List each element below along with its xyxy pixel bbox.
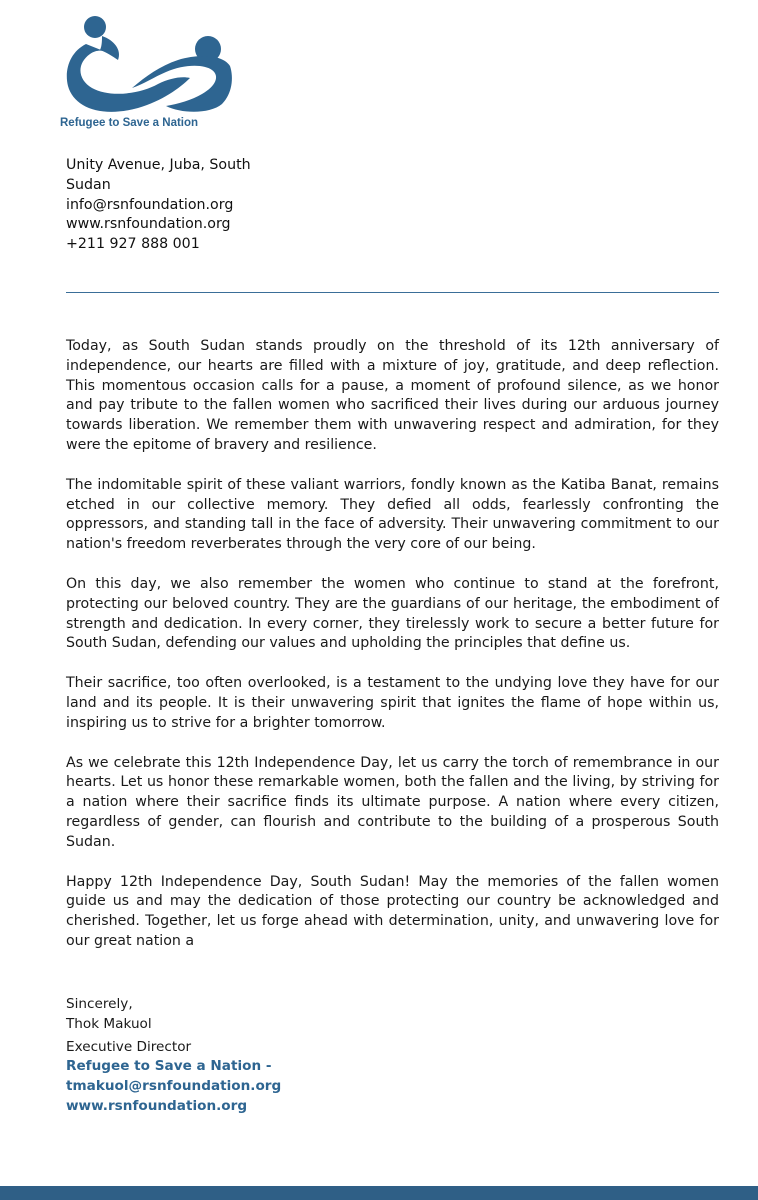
body-paragraph: Happy 12th Independence Day, South Sudan! May the memories of the fallen women guide us and may the dedication of those protecting our country be acknowledged and cherished. Together, let us forge ahead with determination, unity, and unwavering love for our great nation a: [66, 873, 719, 949]
footer-bar: [0, 1186, 758, 1200]
signer-name: Thok Makuol: [66, 1015, 152, 1032]
sender-address: [66, 156, 266, 255]
logo-mark-icon: [62, 14, 238, 116]
signer-email: tmakuol@rsnfoundation.org: [66, 1078, 282, 1095]
organization-logo: [58, 14, 238, 134]
address-line: Sudan: [66, 176, 111, 193]
signer-organization: Refugee to Save a Nation -: [66, 1058, 272, 1075]
header-divider: [66, 292, 719, 293]
address-phone: +211 927 888 001: [66, 236, 200, 253]
body-paragraph: On this day, we also remember the women who continue to stand at the forefront, protecting our beloved country. They are the guardians of our heritage, the embodiment of strength and dedication. In every corner, they tirelessly work to secure a better future for South Sudan, defending our values and upholding the principles that define us.: [66, 575, 719, 652]
body-paragraph: As we celebrate this 12th Independence Day, let us carry the torch of remembrance in our hearts. Let us honor these remarkable women, both the fallen and the living, by striving for a nation where their sacrifice finds its ultimate purpose. A nation where every citizen, regardless of gender, can flourish and contribute to the building of a prosperous South Sudan.: [66, 754, 719, 850]
body-paragraph: Their sacrifice, too often overlooked, is a testament to the undying love they have for our land and its people. It is their unwavering spirit that ignites the flame of hope within us, inspiring us to strive for a brighter tomorrow.: [66, 675, 719, 731]
logo-text: Refugee to Save a Nation: [60, 117, 199, 129]
signer-website: www.rsnfoundation.org: [66, 1097, 248, 1114]
closing: Sincerely,: [66, 996, 133, 1012]
body-paragraph: The indomitable spirit of these valiant warriors, fondly known as the Katiba Banat, remains etched in our collective memory. They defied all odds, fearlessly confronting the oppressors, and standing tall in the face of adversity. Their unwavering commitment to our nation's freedom reverberates through the very core of our being.: [66, 476, 719, 553]
signer-title: Executive Director: [66, 1038, 192, 1055]
address-line: Unity Avenue, Juba, South: [66, 157, 251, 173]
signature-block: [66, 995, 386, 1117]
address-website: www.rsnfoundation.org: [66, 216, 231, 233]
address-email: info@rsnfoundation.org: [66, 196, 234, 213]
letter-body: [66, 337, 719, 972]
body-paragraph: Today, as South Sudan stands proudly on the threshold of its 12th anniversary of independence, our hearts are filled with a mixture of joy, gratitude, and deep reflection. This momentous occasion calls for a pause, a moment of profound silence, as we honor and pay tribute to the fallen women who sacrificed their lives during our arduous journey towards liberation. We remember them with unwavering respect and admiration, for they were the epitome of bravery and resilience.: [66, 338, 719, 453]
